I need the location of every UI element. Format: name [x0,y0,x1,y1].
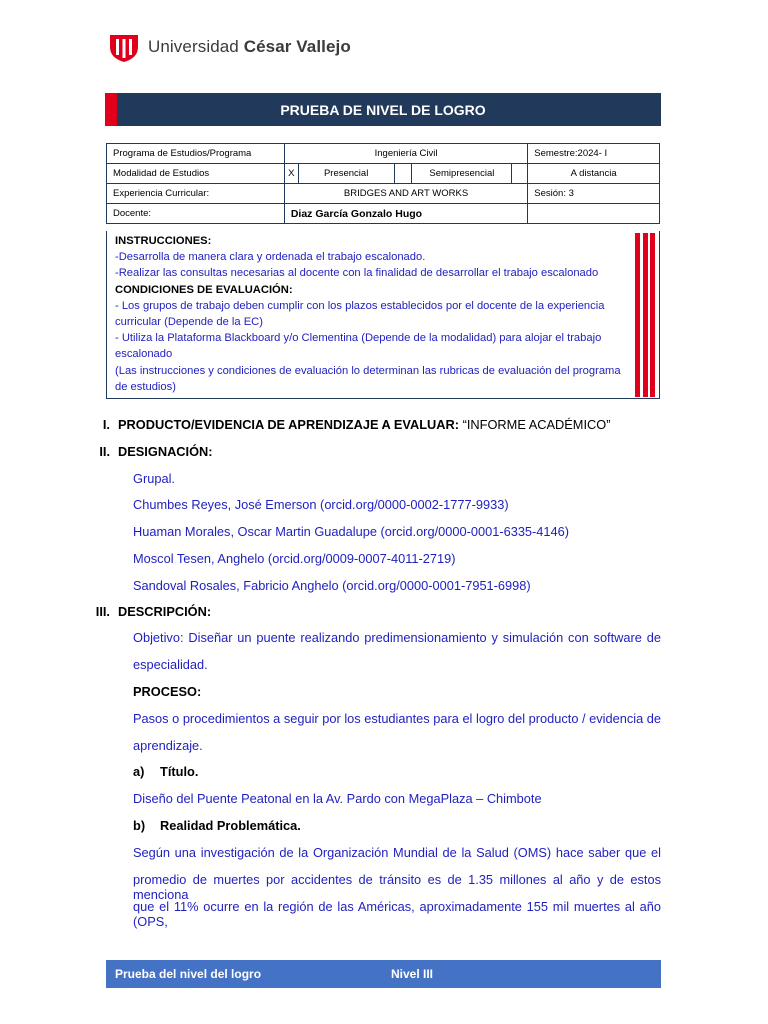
conditions-heading: CONDICIONES DE EVALUACIÓN: [115,283,293,296]
modalidad-label: Modalidad de Estudios [107,164,285,184]
experiencia-label: Experiencia Curricular: [107,184,285,204]
condition-line: curricular (Depende de la EC) [115,316,263,329]
course-info-table [106,143,660,224]
document-title: PRUEBA DE NIVEL DE LOGRO [280,101,486,118]
objective-line-2: especialidad. [133,657,208,672]
member-4: Sandoval Rosales, Fabricio Anghelo (orcid.org/0000-0001-7951-6998) [133,578,531,593]
table-row [107,164,660,184]
footer-level-text: Nivel III [391,967,434,981]
subsection-b-heading: b) Realidad Problemática. [133,818,301,833]
instruction-line: -Desarrolla de manera clara y ordenada el trabajo escalonado. [115,251,426,264]
member-2: Huaman Morales, Oscar Martin Guadalupe (orcid.org/0000-0001-6335-4146) [133,524,570,539]
university-shield-icon [108,31,140,63]
semipresencial-checkbox [394,164,412,184]
presencial-label: Presencial [298,164,394,184]
realidad-line-2: promedio de muertes por accidentes de tránsito es de 1.35 millones al año y de estos menciona [133,872,661,902]
table-row [107,144,660,164]
subsection-a-heading: a) Título. [133,764,199,779]
instruction-line: -Realizar las consultas necesarias al docente con la finalidad de desarrollar el trabajo escalonado [115,267,599,280]
realidad-line-1: Según una investigación de la Organización Mundial de la Salud (OMS) hace saber que el [133,845,661,860]
modalidad-checkmark: X [284,164,298,184]
realidad-line-3: que el 11% ocurre en la región de las Américas, aproximadamente 155 mil muertes al año (OPS, [133,899,661,929]
table-row [107,204,660,224]
pasos-line-1: Pasos o procedimientos a seguir por los estudiantes para el logro del producto / evidencia de [133,711,661,726]
university-name: Universidad César Vallejo [148,37,351,56]
member-1: Chumbes Reyes, José Emerson (orcid.org/0000-0002-1777-9933) [133,497,509,512]
empty-cell [528,204,660,224]
proceso-heading: PROCESO: [133,684,202,699]
pasos-line-2: aprendizaje. [133,738,203,753]
docente-value: Diaz García Gonzalo Hugo [284,204,527,224]
programa-label: Programa de Estudios/Programa [107,144,285,164]
member-3: Moscol Tesen, Anghelo (orcid.org/0009-0007-4011-2719) [133,551,456,566]
table-row [107,184,660,204]
section-3-heading: III. DESCRIPCIÓN: [95,604,212,619]
semestre-value: Semestre:2024- I [528,144,660,164]
condition-line: escalonado [115,348,173,361]
sesion-value: Sesión: 3 [528,184,660,204]
instructions-box [106,231,660,399]
experiencia-value: BRIDGES AND ART WORKS [284,184,527,204]
programa-value: Ingeniería Civil [284,144,527,164]
section-2-heading: II. DESIGNACIÓN: [99,444,213,459]
distancia-label: A distancia [528,164,660,184]
document-title-bar [105,93,661,126]
condition-line: - Utiliza la Plataforma Blackboard y/o Clementina (Depende de la modalidad) para alojar el trabajo [115,332,602,345]
university-logo [108,30,351,64]
condition-line: - Los grupos de trabajo deben cumplir con los plazos establecidos por el docente de la experiencia [115,299,605,312]
decorative-stripes [635,233,655,397]
distancia-checkbox [512,164,528,184]
docente-label: Docente: [107,204,285,224]
title-accent [105,93,117,126]
condition-line: de estudios) [115,380,176,393]
footer-left-text: Prueba del nivel del logro [115,967,262,981]
semipresencial-label: Semipresencial [412,164,512,184]
designation-type: Grupal. [133,471,175,486]
page-footer [106,960,661,988]
section-1-heading: I. PRODUCTO/EVIDENCIA DE APRENDIZAJE A EVALUAR: “INFORME ACADÉMICO” [102,417,611,432]
titulo-value: Diseño del Puente Peatonal en la Av. Pardo con MegaPlaza – Chimbote [133,791,542,806]
condition-line: (Las instrucciones y condiciones de evaluación lo determinan las rubricas de evaluación del programa [115,364,621,377]
instructions-heading: INSTRUCCIONES: [115,235,212,247]
objective-line-1: Objetivo: Diseñar un puente realizando predimensionamiento y simulación con software de [133,630,661,645]
